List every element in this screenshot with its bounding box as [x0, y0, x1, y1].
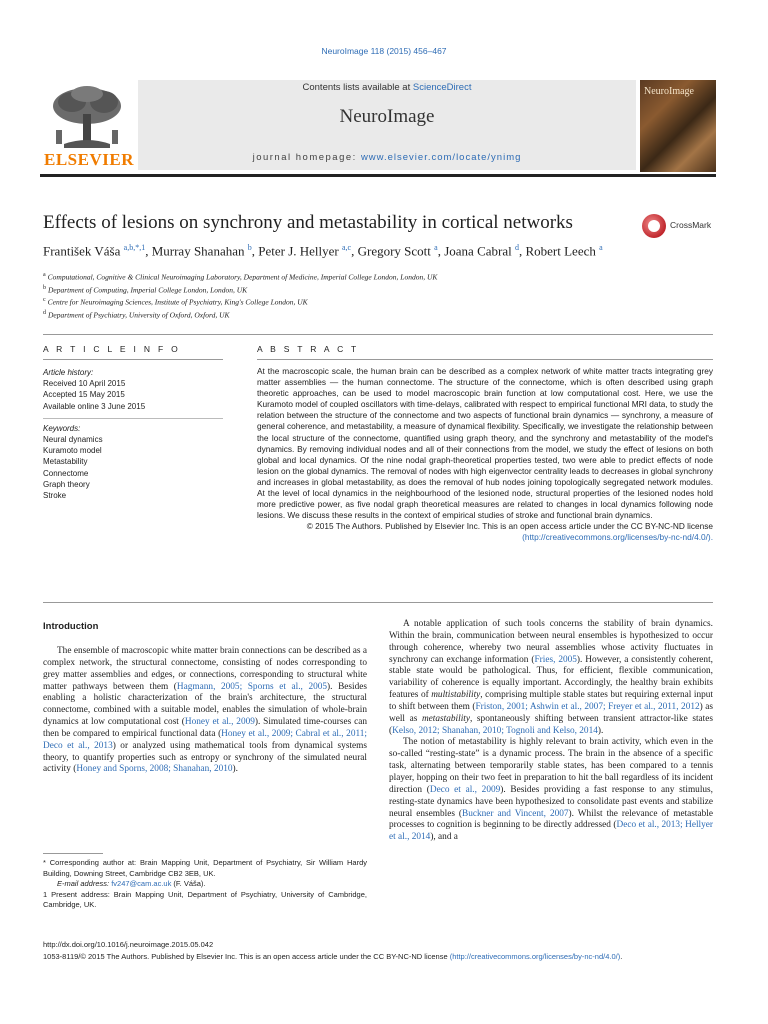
footnote-email: E-mail address: fv247@cam.ac.uk (F. Váša).: [57, 879, 206, 888]
body-column-left: [43, 646, 367, 776]
affiliation-item: $^d$ Department of Psychiatry, University of Oxford, Oxford, UK: [43, 309, 230, 319]
body-text: ). Besides providing a fast response to any stimulus, resting-state dynamics have been hypothesized to consolidate past events and stabilize neural ensembles (: [389, 784, 713, 819]
author-affil-marker[interactable]: b: [247, 243, 252, 252]
body-divider: [43, 602, 713, 603]
author-name[interactable]: František Váša: [43, 243, 121, 259]
body-text: ).: [597, 725, 604, 736]
journal-masthead: [40, 80, 716, 172]
homepage-prefix: journal homepage:: [252, 152, 361, 163]
contents-prefix: Contents lists available at: [302, 82, 413, 93]
author-name[interactable]: Murray Shanahan: [151, 243, 245, 259]
body-text: ). Simulated time-courses can then be compared to empirical functional data (: [43, 717, 367, 739]
citation-link[interactable]: Honey et al., 2009; Cabral et al., 2011; Deco et al., 2013: [43, 728, 368, 751]
journal-cover-image[interactable]: [640, 80, 716, 172]
footnote-present-address: 1 Present address: Brain Mapping Unit, Department of Psychiatry, University of Cambridge, Cambridge, UK.: [43, 889, 367, 909]
citation-link[interactable]: Friston, 2001; Ashwin et al., 2007; Freyer et al., 2011, 2012: [475, 701, 700, 712]
intro-paragraph: [389, 737, 713, 844]
info-divider: [43, 418, 223, 419]
citation-link[interactable]: Buckner and Vincent, 2007: [462, 808, 569, 819]
body-text: A notable application of such tools concerns the stability of brain dynamics. Within the brain, communication between neural ensembles is hypothesized to occur through coherence, whereby two neural assemblies whose activity fluctuates in synchrony can exchange information (: [389, 619, 713, 665]
author-affil-marker[interactable]: d: [514, 243, 519, 252]
intro-paragraph: [389, 619, 713, 737]
body-text: ) as well as: [389, 701, 713, 724]
history-accepted: Accepted 15 May 2015: [43, 390, 125, 400]
intro-paragraph: [43, 646, 367, 776]
affiliations: [43, 270, 723, 320]
author-affil-marker[interactable]: a: [599, 243, 603, 252]
history-online: Available online 3 June 2015: [43, 401, 146, 411]
emphasis-term: multistability: [431, 690, 481, 701]
copyright-line: 1053-8119/© 2015 The Authors. Published by Elsevier Inc. This is an open access article under the CC BY-NC-ND license (http://creativecommons.org/licenses/by-nc-nd/4.0/).: [43, 952, 623, 961]
body-text: ), and a: [430, 832, 458, 843]
body-text: The notion of metastability is highly relevant to brain activity, which even in the so-called “resting-state” is a dynamic process. The brain in the absence of a specific task, alternating between temporarily stable states, has been compared to a tennis player, hopping on their two feet in preparation to hit the ball regardless of its incident direction (: [389, 737, 713, 795]
abstract: [257, 366, 713, 544]
body-text: ). However, a consistently coherent, stable state would be pathological. Thus, for efficient, flexible communication, variability of coherence is equally important. Accordingly, the healthy brain exhibits features of: [389, 654, 713, 701]
emphasis-term: metastability: [421, 713, 470, 724]
keyword: Kuramoto model: [43, 446, 102, 456]
cover-title: NeuroImage: [644, 86, 694, 97]
affiliation-item: $^c$ Centre for Neuroimaging Sciences, Institute of Psychiatry, King's College London, UK: [43, 297, 308, 307]
article-title: Effects of lesions on synchrony and metastability in cortical networks: [43, 212, 573, 233]
email-link[interactable]: fv247@cam.ac.uk: [111, 879, 172, 888]
history-label: Article history:: [43, 368, 94, 377]
body-column-right: [389, 619, 713, 844]
body-text: , comprising multiple stable states but requiring external input to shift between them (: [389, 690, 713, 712]
body-text: The ensemble of macroscopic white matter brain connections can be described as a complex network, the structural connectome, consisting of nodes corresponding to grey matter assemblies and edges, or connections, corresponding to structural white matter pathways between them (: [43, 646, 367, 692]
crossmark-icon: [642, 214, 666, 238]
citation-link[interactable]: Kelso, 2012; Shanahan, 2010; Tognoli and Kelso, 2014: [392, 725, 598, 736]
author-name[interactable]: Joana Cabral: [444, 243, 512, 259]
keywords-label: Keywords:: [43, 423, 81, 433]
author-affil-marker[interactable]: a,b,*,1: [123, 243, 146, 252]
journal-homepage: [138, 152, 636, 163]
body-text: , spontaneously shifting between transient attractor-like states (: [389, 713, 713, 736]
keyword: Connectome: [43, 468, 89, 478]
author-name[interactable]: Peter J. Hellyer: [258, 243, 339, 259]
contents-line: [138, 82, 636, 93]
history-received: Received 10 April 2015: [43, 379, 126, 389]
author-name[interactable]: Gregory Scott: [357, 243, 431, 259]
citation-link[interactable]: Hagmann, 2005; Sporns et al., 2005: [176, 681, 328, 692]
abstract-license: © 2015 The Authors. Published by Elsevier Inc. This is an open access article under the CC BY-NC-ND license (http://creativecommons.org/licenses/by-nc-nd/4.0/).: [306, 521, 713, 543]
footer-license-link[interactable]: (http://creativecommons.org/licenses/by-nc-nd/4.0/): [449, 952, 621, 961]
keyword: Stroke: [43, 491, 67, 501]
affiliation-item: $^b$ Department of Computing, Imperial College London, London, UK: [43, 284, 248, 294]
author-list: František Váša $^{a,b,*,1}$, Murray Shanahan $^b$, Peter J. Hellyer $^{a,c}$, Gregory Scott $^a$, Joana Cabral $^d$, Robert Leech $^a$: [43, 243, 603, 259]
citation-link[interactable]: Deco et al., 2013; Hellyer et al., 2014: [389, 820, 713, 843]
journal-banner: [138, 80, 636, 170]
introduction-heading: Introduction: [43, 621, 99, 632]
license-link[interactable]: (http://creativecommons.org/licenses/by-nc-nd/4.0/).: [522, 532, 713, 543]
masthead-rule: [40, 174, 716, 177]
footnotes: [43, 858, 367, 911]
body-text: ). Whilst the relevance of metastable processes to cognition is beginning to be directly addressed (: [389, 808, 713, 831]
author-affil-marker[interactable]: a,c: [342, 243, 352, 252]
body-text: ). Besides enabling a holistic characterization of the brain's architecture, the structural connectome, combined with a suitable model, enables the simulation of whole-brain dynamics at low computational cost (: [43, 681, 367, 728]
citation-link[interactable]: Fries, 2005: [534, 654, 577, 665]
elsevier-tree-icon: [44, 84, 130, 150]
sciencedirect-link[interactable]: ScienceDirect: [412, 82, 472, 93]
article-info: [43, 367, 223, 501]
homepage-link[interactable]: www.elsevier.com/locate/ynimg: [360, 152, 522, 163]
journal-title[interactable]: NeuroImage: [339, 106, 435, 127]
author-affil-marker[interactable]: a: [434, 243, 438, 252]
abstract-rule: [257, 359, 713, 360]
abstract-heading: A B S T R A C T: [257, 344, 360, 354]
body-text: ) or analyzed using mathematical tools from dynamical systems theory, to quantify properties such as entropy or synchrony of the simulated neural activity (: [43, 740, 368, 775]
front-matter-divider: [43, 334, 713, 335]
doi-link[interactable]: http://dx.doi.org/10.1016/j.neuroimage.2015.05.042: [43, 940, 214, 949]
keyword: Metastability: [43, 457, 88, 467]
citation-link[interactable]: Honey and Sporns, 2008; Shanahan, 2010: [76, 764, 233, 775]
abstract-text: At the macroscopic scale, the human brain can be described as a complex network of white matter tracts integrating grey matter assemblies — the human connectome. The structure of the connectome, which is often described using graph theoretic approaches, can be used to model macroscopic brain function at low computational cost. Here, we use the Kuramoto model of coupled oscillators with time-delays, calibrated with respect to empirical functional MRI data, to study the relation between the structure of the connectome and two aspects of functional brain dynamics — synchrony, a measure of general coherence, and metastability, a measure of dynamical flexibility. Specifically, we investigate the relationship between the local structure of the connectome, quantified using graph theory, and the synchrony and metastability of the model's dynamics. By removing individual nodes and all of their connections from the model, we study the effect of lesions on both global and local dynamics. Of the nine nodal graph-theoretical properties tested, two were able to predict effects of node lesion on the global dynamics. The removal of nodes with high eigenvector centrality leads to decreases in global synchrony and increases in global metastability, as does the removal of hub nodes joining topologically segregated network modules. At the level of local dynamics in the neighbourhood of the lesioned node, structural properties of the lesioned nodes hold more predictive power, as five nodal graph theoretical measures are related to changes in local dynamics following node lesions. We discuss these results in the context of empirical studies of stroke and functional brain dynamics.: [257, 366, 713, 521]
journal-citation[interactable]: NeuroImage 118 (2015) 456–467: [321, 46, 447, 56]
body-text: ).: [232, 764, 238, 775]
footnote-corresponding: * Corresponding author at: Brain Mapping Unit, Department of Psychiatry, Sir William Hardy Building, Downing Street, Cambridge CB2 3EB, UK.: [43, 858, 367, 878]
article-info-heading: A R T I C L E I N F O: [43, 344, 181, 354]
elsevier-logo[interactable]: [40, 80, 138, 172]
citation-link[interactable]: Deco et al., 2009: [429, 784, 501, 795]
keyword: Neural dynamics: [43, 435, 103, 445]
crossmark-label: CrossMark: [670, 220, 712, 230]
elsevier-wordmark: ELSEVIER: [44, 150, 134, 169]
article-info-rule: [43, 359, 223, 360]
crossmark-badge[interactable]: [642, 214, 722, 240]
footnote-rule: [43, 853, 103, 854]
keyword: Graph theory: [43, 479, 90, 489]
author-name[interactable]: Robert Leech: [525, 243, 596, 259]
affiliation-item: $^a$ Computational, Cognitive & Clinical Neuroimaging Laboratory, Department of Medicine, Imperial College London, London, UK: [43, 272, 438, 282]
citation-link[interactable]: Honey et al., 2009: [184, 717, 255, 728]
